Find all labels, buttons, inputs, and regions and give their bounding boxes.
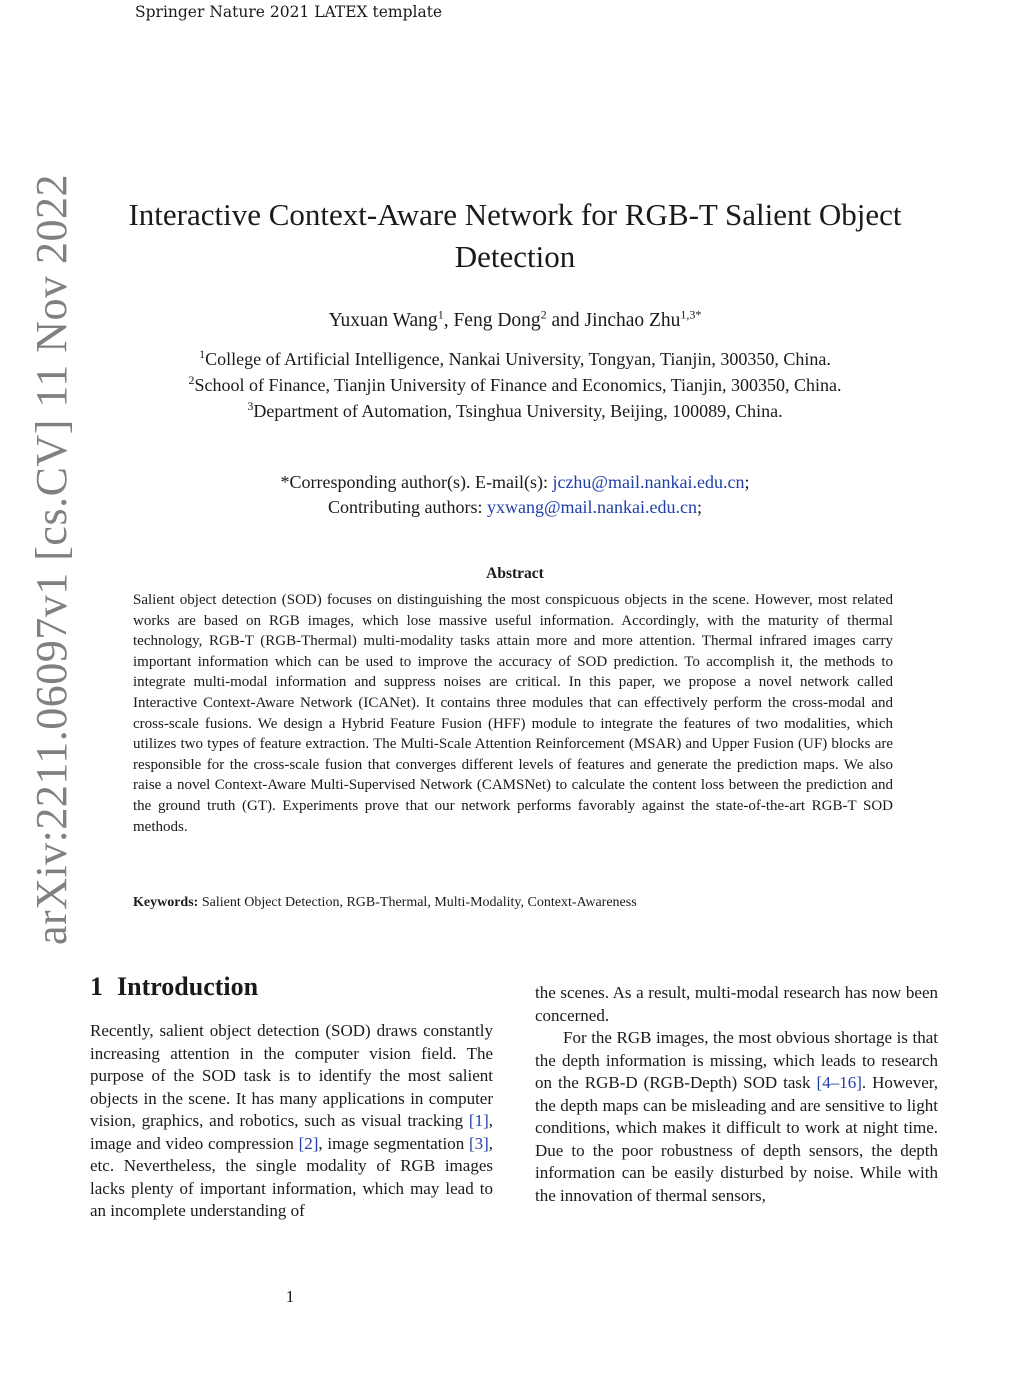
body-text: , image segmentation [318,1133,469,1153]
running-header [135,3,442,21]
intro-paragraph [90,1020,493,1223]
body-text: For the RGB images, the most obvious shortage is that the depth information is missing, which leads to research on the RGB-D (RGB-Depth) SOD task [535,1028,938,1092]
author-list [80,307,950,332]
left-column [90,1020,493,1223]
author-affil-mark: 1 [437,307,444,322]
affil-text: Department of Automation, Tsinghua University, Beijing, 100089, China. [253,401,783,421]
page-number: 1 [285,1287,295,1306]
citation-link[interactable]: [2] [298,1133,319,1153]
affiliation-line [80,398,950,424]
intro-paragraph: the scenes. As a result, multi-modal research has now been concerned. [535,983,938,1025]
affil-text: School of Finance, Tianjin University of Finance and Economics, Tianjin, 300350, China. [194,375,842,395]
section-title: Introduction [117,972,259,1001]
latex-logo: LATEX [314,3,368,21]
arxiv-identifier: arXiv:2211.06097v1 [cs.CV] 11 Nov 2022 [27,174,76,945]
author-affil-mark: 2 [540,307,547,322]
contributing-email-link[interactable]: yxwang@mail.nankai.edu.cn [486,497,697,517]
corresponding-line [80,470,950,495]
section-heading [90,972,258,1002]
abstract-heading: Abstract [486,565,544,582]
paper-title: Interactive Context-Aware Network for RGB-T Salient Object Detection [128,197,902,274]
corresponding-label: *Corresponding author(s). E-mail(s): [280,472,553,492]
contributing-line [80,495,950,520]
keywords-text: Salient Object Detection, RGB-Thermal, Multi-Modality, Context-Awareness [198,895,637,910]
punctuation: ; [744,472,750,492]
keywords-line [133,895,893,911]
author-name: Yuxuan Wang [328,310,438,331]
citation-link[interactable]: [1] [468,1111,489,1130]
body-text: , etc. Nevertheless, the single modality of RGB images lacks plenty of important information, which may lead to an incomplete understanding of [90,1133,494,1220]
citation-link[interactable]: [3] [468,1133,489,1153]
right-column [535,982,938,1207]
abstract-body: Salient object detection (SOD) focuses on distinguishing the most conspicuous objects in the scene. However, most related works are based on RGB images, which lose massive useful information. Accordingly, with the maturity of thermal technology, RGB-T (RGB-Thermal) multi-modality tasks attain more and more attention. Thermal infrared images carry important information which can be used to improve the accuracy of SOD prediction. To accomplish it, the methods to integrate multi-modal information and suppress noises are critical. In this paper, we propose a novel network called Interactive Context-Aware Network (ICANet). It contains three modules that can effectively perform the cross-modal and cross-scale fusions. We design a Hybrid Feature Fusion (HFF) module to integrate the features of two modalities, which utilizes two types of feature extraction. The Multi-Scale Attention Reinforcement (MSAR) and Upper Fusion (UF) blocks are responsible for the cross-scale fusion that converges different levels of features and generate the prediction maps. We also raise a novel Context-Aware Multi-Supervised Network (CAMSNet) to calculate the content loss between the prediction and the ground truth (GT). Experiments prove that our network performs favorably against the state-of-the-art RGB-T SOD methods. [133,592,893,835]
affil-text: College of Artificial Intelligence, Nankai University, Tongyan, Tianjin, 300350, China. [205,349,831,369]
affil-mark: 3 [247,399,254,413]
running-header-text: Springer Nature 2021 [135,3,315,21]
affiliation-line [80,372,950,398]
affil-mark: 2 [188,373,195,387]
keywords-label: Keywords: [133,895,199,910]
affiliation-line [80,346,950,372]
author-name: and Jinchao Zhu [546,310,681,331]
citation-link[interactable]: [4–16] [816,1073,862,1092]
body-text: . However, the depth maps can be misleading and are sensitive to light conditions, which makes it difficult to work at night time. Due to the poor robustness of depth sensors, the depth information can be easily disturbed by noise. While with the innovation of thermal sensors, [535,1073,938,1205]
author-name: , Feng Dong [443,310,541,331]
running-header-suffix: template [367,3,443,21]
corresponding-email-link[interactable]: jczhu@mail.nankai.edu.cn [552,472,745,492]
affil-mark: 1 [199,347,206,361]
intro-paragraph [535,1027,938,1207]
body-text: Recently, salient object detection (SOD) draws constantly increasing attention in the computer vision field. The purpose of the SOD task is to identify the most salient objects in the scene. It has many applications in computer vision, graphics, and robotics, such as visual tracking [90,1021,493,1130]
author-affil-mark: 1,3* [680,307,702,322]
body-text: , image and video compression [90,1111,493,1153]
affiliations [80,346,950,424]
correspondence-block [80,470,950,520]
section-number: 1 [90,972,103,1001]
punctuation: ; [697,497,703,517]
contributing-label: Contributing authors: [327,497,487,517]
